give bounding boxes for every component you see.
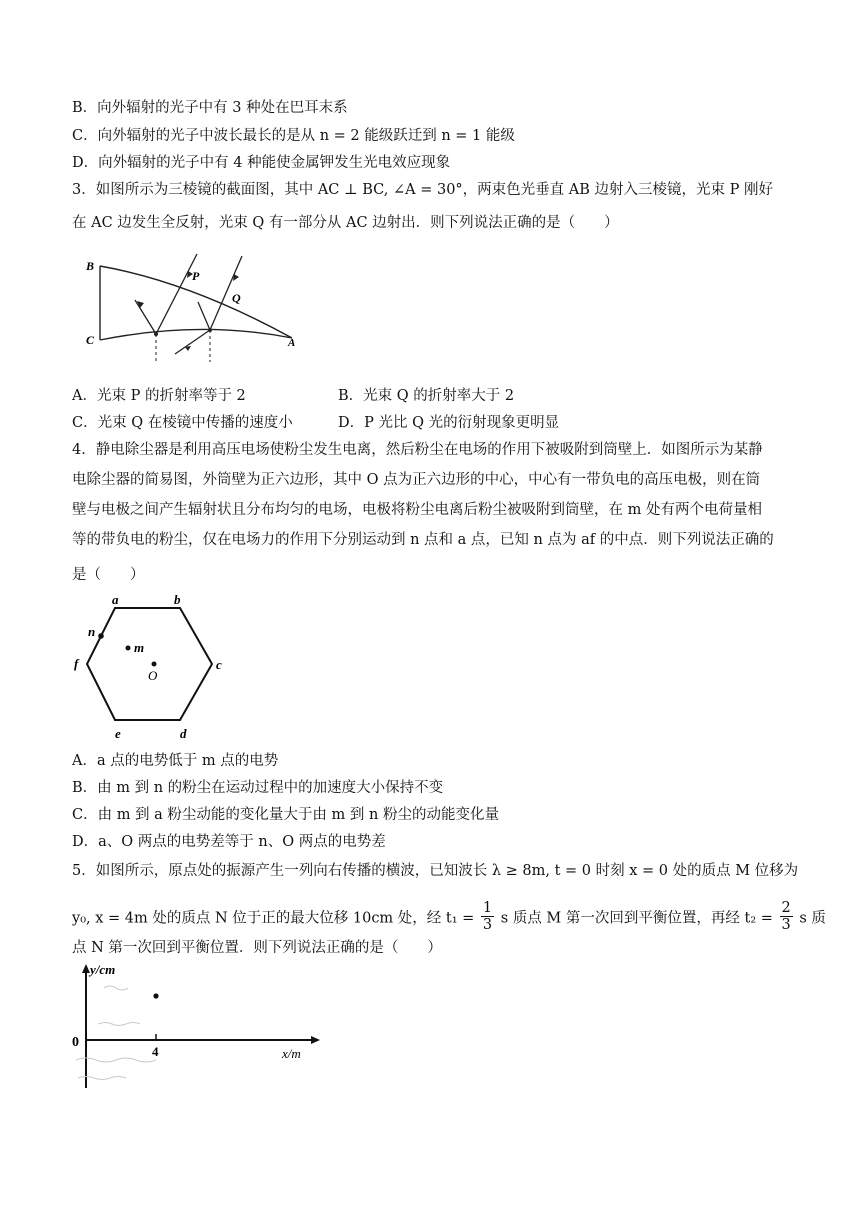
label-f: f: [74, 656, 79, 671]
q3-option-d: D．P 光比 Q 光的衍射现象更明显: [338, 415, 560, 431]
label-c: C: [86, 333, 95, 347]
label-o: O: [148, 668, 158, 683]
q5-stem-line2: [72, 902, 826, 935]
fraction-two-thirds: [780, 900, 793, 933]
fraction-numerator: 2: [781, 900, 791, 916]
fraction-denominator: 3: [781, 917, 791, 933]
label-p: P: [192, 269, 200, 283]
q5-stem-line2c: s 质: [799, 910, 826, 927]
label-m: m: [134, 640, 145, 655]
label-n: n: [88, 624, 96, 639]
x-tick-label: 4: [152, 1044, 159, 1059]
q4-option-a: A．a 点的电势低于 m 点的电势: [72, 753, 279, 769]
y-axis-label: y/cm: [90, 962, 116, 977]
q2-option-c: C．向外辐射的光子中波长最长的是从 n = 2 能级跃迁到 n = 1 能级: [72, 128, 515, 144]
q3-option-a: A．光束 P 的折射率等于 2: [72, 388, 246, 404]
wave-graph-figure: [68, 960, 328, 1090]
q4-stem-line5: 是（ ）: [72, 567, 145, 583]
q3-stem-line2: 在 AC 边发生全反射，光束 Q 有一部分从 AC 边射出．则下列说法正确的是（ ）: [72, 215, 619, 231]
fraction-numerator: 1: [482, 900, 493, 916]
q5-stem-line3: 点 N 第一次回到平衡位置．则下列说法正确的是（ ）: [72, 940, 442, 956]
fraction-denominator: 3: [482, 917, 493, 933]
q4-stem-line3: 壁与电极之间产生辐射状且分布均匀的电场，电极将粉尘电离后粉尘被吸附到筒壁，在 m 处有两个电荷量相: [72, 502, 762, 518]
fraction-one-third: [481, 900, 494, 933]
q5-stem-line1: 5．如图所示，原点处的振源产生一列向右传播的横波，已知波长 λ ≥ 8m, t = 0 时刻 x = 0 处的质点 M 位移为: [72, 863, 799, 879]
label-e: e: [115, 726, 121, 741]
q5-stem-line2a: y₀, x = 4m 处的质点 N 位于正的最大位移 10cm 处，经 t₁ =: [72, 910, 475, 927]
q4-option-c: C．由 m 到 a 粉尘动能的变化量大于由 m 到 n 粉尘的动能变化量: [72, 807, 499, 823]
q3-stem-line1: 3．如图所示为三棱镜的截面图，其中 AC ⊥ BC, ∠A = 30°，两束色光垂直 AB 边射入三棱镜，光束 P 刚好: [72, 182, 773, 198]
q4-option-d: D．a、O 两点的电势差等于 n、O 两点的电势差: [72, 834, 386, 850]
label-a: A: [288, 337, 296, 349]
q2-option-d: D．向外辐射的光子中有 4 种能使金属钾发生光电效应现象: [72, 155, 451, 171]
q3-option-c: C．光束 Q 在棱镜中传播的速度小: [72, 415, 293, 431]
q2-option-b: B．向外辐射的光子中有 3 种处在巴耳末系: [72, 100, 348, 116]
hexagon-figure: [70, 592, 235, 744]
q5-stem-line2b: s 质点 M 第一次回到平衡位置，再经 t₂ =: [500, 910, 773, 927]
x-axis-label: x/m: [282, 1046, 301, 1061]
q4-stem-line1: 4．静电除尘器是利用高压电场使粉尘发生电离，然后粉尘在电场的作用下被吸附到筒壁上．如图所示为某静: [72, 442, 763, 458]
label-b: B: [86, 259, 95, 273]
q4-stem-line4: 等的带负电的粉尘，仅在电场力的作用下分别运动到 n 点和 a 点，已知 n 点为 af 的中点．则下列说法正确的: [72, 532, 774, 548]
label-d: d: [180, 726, 187, 741]
label-a: a: [112, 592, 119, 607]
label-q: Q: [232, 291, 241, 305]
label-c: c: [216, 657, 222, 672]
q3-option-b: B．光束 Q 的折射率大于 2: [338, 388, 515, 404]
origin-label: 0: [72, 1035, 79, 1050]
q4-stem-line2: 电除尘器的简易图，外筒壁为正六边形，其中 O 点为正六边形的中心，中心有一带负电的高压电极，则在筒: [72, 472, 761, 488]
label-b: b: [174, 592, 181, 607]
q4-option-b: B．由 m 到 n 的粉尘在运动过程中的加速度大小保持不变: [72, 780, 444, 796]
prism-figure: [80, 250, 305, 365]
